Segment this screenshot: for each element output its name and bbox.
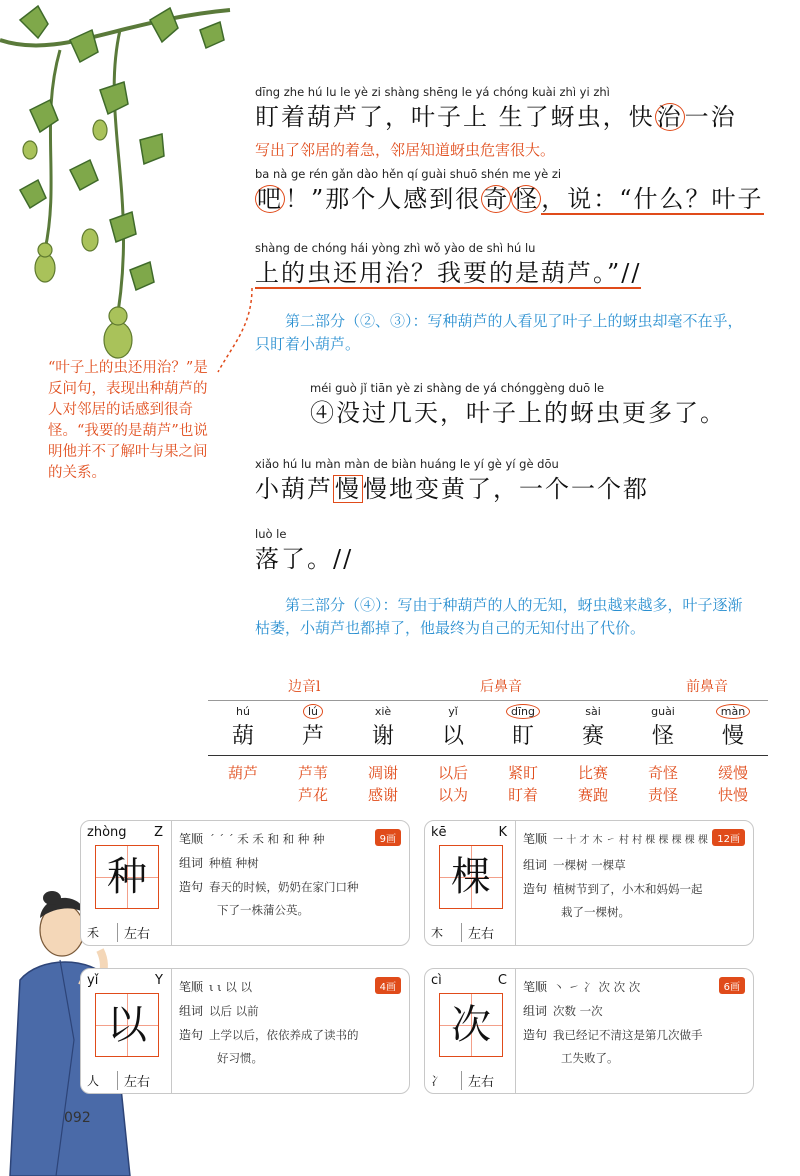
card-capital: Y: [155, 973, 163, 988]
example-word: 芦花: [297, 786, 328, 804]
card-capital: K: [498, 825, 507, 840]
text-segment: ！”那个人感到很: [285, 185, 482, 213]
word-pinyin: guài: [651, 705, 675, 718]
tian-zi-grid: [95, 845, 159, 909]
label-back-nasal: 后鼻音: [480, 679, 522, 695]
circled-char-ba: 吧: [257, 185, 283, 213]
card-pinyin: zhòng: [87, 825, 127, 840]
sentence-line-2: 栽了一棵树。: [561, 905, 630, 919]
text-line-4: [310, 380, 726, 430]
text-line-6: [255, 526, 353, 576]
stroke-order-label: 笔顺: [179, 980, 204, 994]
example-word: 比赛: [577, 764, 608, 782]
card-pinyin: kē: [431, 825, 447, 840]
example-word: 奇怪: [647, 764, 678, 782]
word-pinyin: xiè: [374, 705, 392, 718]
stroke-order-label: 笔顺: [179, 832, 204, 846]
pinyin-line-6: luò le: [255, 527, 287, 541]
word-group: 种植 种树: [209, 856, 259, 870]
stroke-count-badge: 12画: [712, 829, 745, 846]
example-word: 以为: [437, 786, 468, 804]
connector-dashed-line: [212, 286, 258, 378]
card-capital: Z: [154, 825, 163, 840]
word-char: 赛: [581, 724, 604, 749]
example-word: 赛跑: [577, 786, 608, 804]
sentence-label: 造句: [179, 1028, 204, 1042]
stroke-order-label: 笔顺: [523, 980, 548, 994]
card-radical: 冫: [431, 1074, 444, 1088]
example-word: 盯着: [507, 786, 538, 804]
card-capital: C: [497, 973, 507, 988]
word-char: 谢: [371, 724, 394, 749]
word-pinyin: sài: [585, 705, 601, 718]
word-pinyin: dīng: [506, 704, 540, 719]
text-line-3: [255, 240, 641, 290]
word-group-label: 组词: [179, 856, 204, 870]
tian-zi-grid: [439, 845, 503, 909]
word-char: 芦: [301, 724, 324, 749]
part-three-summary: 第三部分（④）：写由于种葫芦的人的无知，蚜虫越来越多，叶子逐渐枯萎，小葫芦也都掉了，他最终为自己的无知付出了代价。: [255, 596, 743, 637]
char-card-zhong: [80, 820, 410, 946]
stroke-order: 丶 ㇀ 冫 次 次 次: [553, 980, 641, 994]
stroke-order: ι ι 以 以: [209, 980, 252, 994]
card-character: 种: [107, 854, 147, 900]
example-word: 芦苇: [297, 764, 328, 782]
word-char: 慢: [721, 724, 744, 749]
word-pinyin: hú: [236, 705, 250, 718]
char-card-ke: [424, 820, 754, 946]
stroke-order: 一 十 才 木 ㇀ 村 村 棵 棵 棵 棵 棵: [553, 835, 708, 846]
word-pinyin: màn: [716, 704, 750, 719]
sentence-line-1: 春天的时候，奶奶在家门口种: [209, 880, 359, 894]
circled-char-qi: 奇: [483, 185, 510, 213]
card-structure: 左右: [461, 1071, 494, 1090]
word-char: 盯: [511, 724, 534, 749]
card-pinyin: cì: [431, 973, 442, 988]
page-number: 092: [64, 1110, 91, 1126]
word-group-label: 组词: [523, 1004, 548, 1018]
text-segment: 一治: [684, 103, 737, 131]
example-word: 感谢: [367, 786, 398, 804]
word-group: 一棵树 一棵草: [553, 858, 626, 872]
sentence-label: 造句: [523, 1028, 548, 1042]
example-word: 快慢: [717, 786, 748, 804]
char-card-yi: [80, 968, 410, 1094]
word-group-label: 组词: [179, 1004, 204, 1018]
sentence-label: 造句: [179, 880, 204, 894]
card-radical: 禾: [87, 926, 100, 940]
word-table-pinyin-row: [208, 703, 768, 753]
example-word: 以后: [437, 764, 468, 782]
text-segment: 慢地变黄了，一个一个都: [363, 475, 649, 503]
annotation-neighbor-worry: 写出了邻居的着急，邻居知道蚜虫危害很大。: [255, 141, 556, 159]
card-radical: 人: [87, 1074, 100, 1088]
char-card-ci: [424, 968, 754, 1094]
example-word: 葫芦: [227, 764, 258, 782]
card-pinyin: yǐ: [87, 973, 99, 988]
stroke-count-badge: 6画: [719, 977, 745, 994]
label-front-nasal: 前鼻音: [686, 679, 728, 695]
label-lateral: 边音l: [288, 679, 321, 695]
pinyin-line-4: méi guò jǐ tiān yè zi shàng de yá chónggèng duō le: [310, 381, 605, 395]
example-word: 紧盯: [507, 764, 538, 782]
stroke-order: ˊ ˊ ˊ 禾 禾 和 和 种 种: [209, 832, 325, 846]
word-group: 次数 一次: [553, 1004, 603, 1018]
pinyin-line-5: xiǎo hú lu màn màn de biàn huáng le yí gè yí gè dōu: [255, 457, 559, 471]
pinyin-line-2: ba nà ge rén gǎn dào hěn qí guài shuō shén me yè zi: [255, 167, 562, 181]
sentence-line-2: 工失败了。: [561, 1051, 619, 1065]
new-words-table: [208, 676, 768, 806]
stroke-count-badge: 9画: [375, 829, 401, 846]
sentence-label: 造句: [523, 882, 548, 896]
text-segment: 盯着葫芦了，叶子上 生了蚜虫，快: [255, 103, 655, 131]
word-pinyin: lú: [303, 704, 323, 719]
sentence-line-1: 植树节到了，小木和妈妈一起: [553, 882, 703, 896]
part-two-summary: 第二部分（②、③）：写种葫芦的人看见了叶子上的蚜虫却毫不在乎，只盯着小葫芦。: [255, 312, 743, 353]
card-character: 以: [107, 1002, 147, 1048]
boxed-char-man: 慢: [335, 475, 361, 503]
pinyin-line-3: shàng de chóng hái yòng zhì wǒ yào de shì hú lu: [255, 241, 536, 255]
sentence-line-1: 上学以后，依依养成了读书的: [209, 1028, 359, 1042]
card-structure: 左右: [117, 1071, 150, 1090]
example-word: 凋谢: [367, 764, 398, 782]
example-word: 缓慢: [717, 764, 748, 782]
rhetorical-question-note: “叶子上的虫还用治？”是反问句，表现出种葫芦的人对邻居的话感到很奇怪。“我要的是葫芦”也说明他并不了解叶与果之间的关系。: [48, 360, 208, 481]
word-char: 以: [441, 724, 464, 749]
sentence-line-1: 我已经记不清这是第几次做手: [553, 1028, 703, 1042]
text-segment: 小葫芦: [255, 475, 333, 503]
card-radical: 木: [431, 926, 444, 940]
example-word: 责怪: [647, 786, 678, 804]
card-structure: 左右: [117, 923, 150, 942]
stroke-order-label: 笔顺: [523, 832, 548, 846]
underlined-text: ，说：“什么？叶子: [541, 185, 764, 213]
word-char: 怪: [651, 724, 674, 749]
text-line-2: [255, 166, 764, 216]
word-group: 以后 以前: [209, 1004, 259, 1018]
text-line-5: [255, 456, 649, 506]
word-table-examples-row: [208, 762, 768, 806]
word-group-label: 组词: [523, 858, 548, 872]
pinyin-line-1: dīng zhe hú lu le yè zi shàng shēng le yá chóng kuài zhì yi zhì: [255, 85, 610, 99]
circled-char-zhi: 治: [656, 103, 683, 131]
word-char: 葫: [231, 724, 254, 749]
tian-zi-grid: [95, 993, 159, 1057]
card-structure: 左右: [461, 923, 494, 942]
sentence-line-2: 好习惯。: [217, 1051, 263, 1065]
sentence-line-2: 下了一株蒲公英。: [217, 903, 309, 917]
tian-zi-grid: [439, 993, 503, 1057]
paragraph-four-start: ④没过几天，叶子上的蚜虫更多了。: [310, 399, 726, 427]
text-line-1: [255, 84, 737, 134]
card-character: 棵: [451, 854, 491, 900]
card-character: 次: [451, 1002, 491, 1048]
word-pinyin: yǐ: [448, 705, 458, 718]
paragraph-four-end: 落了。//: [255, 545, 354, 573]
underlined-text: 上的虫还用治？我要的是葫芦。”//: [255, 259, 642, 287]
circled-char-guai: 怪: [513, 185, 540, 213]
stroke-count-badge: 4画: [375, 977, 401, 994]
